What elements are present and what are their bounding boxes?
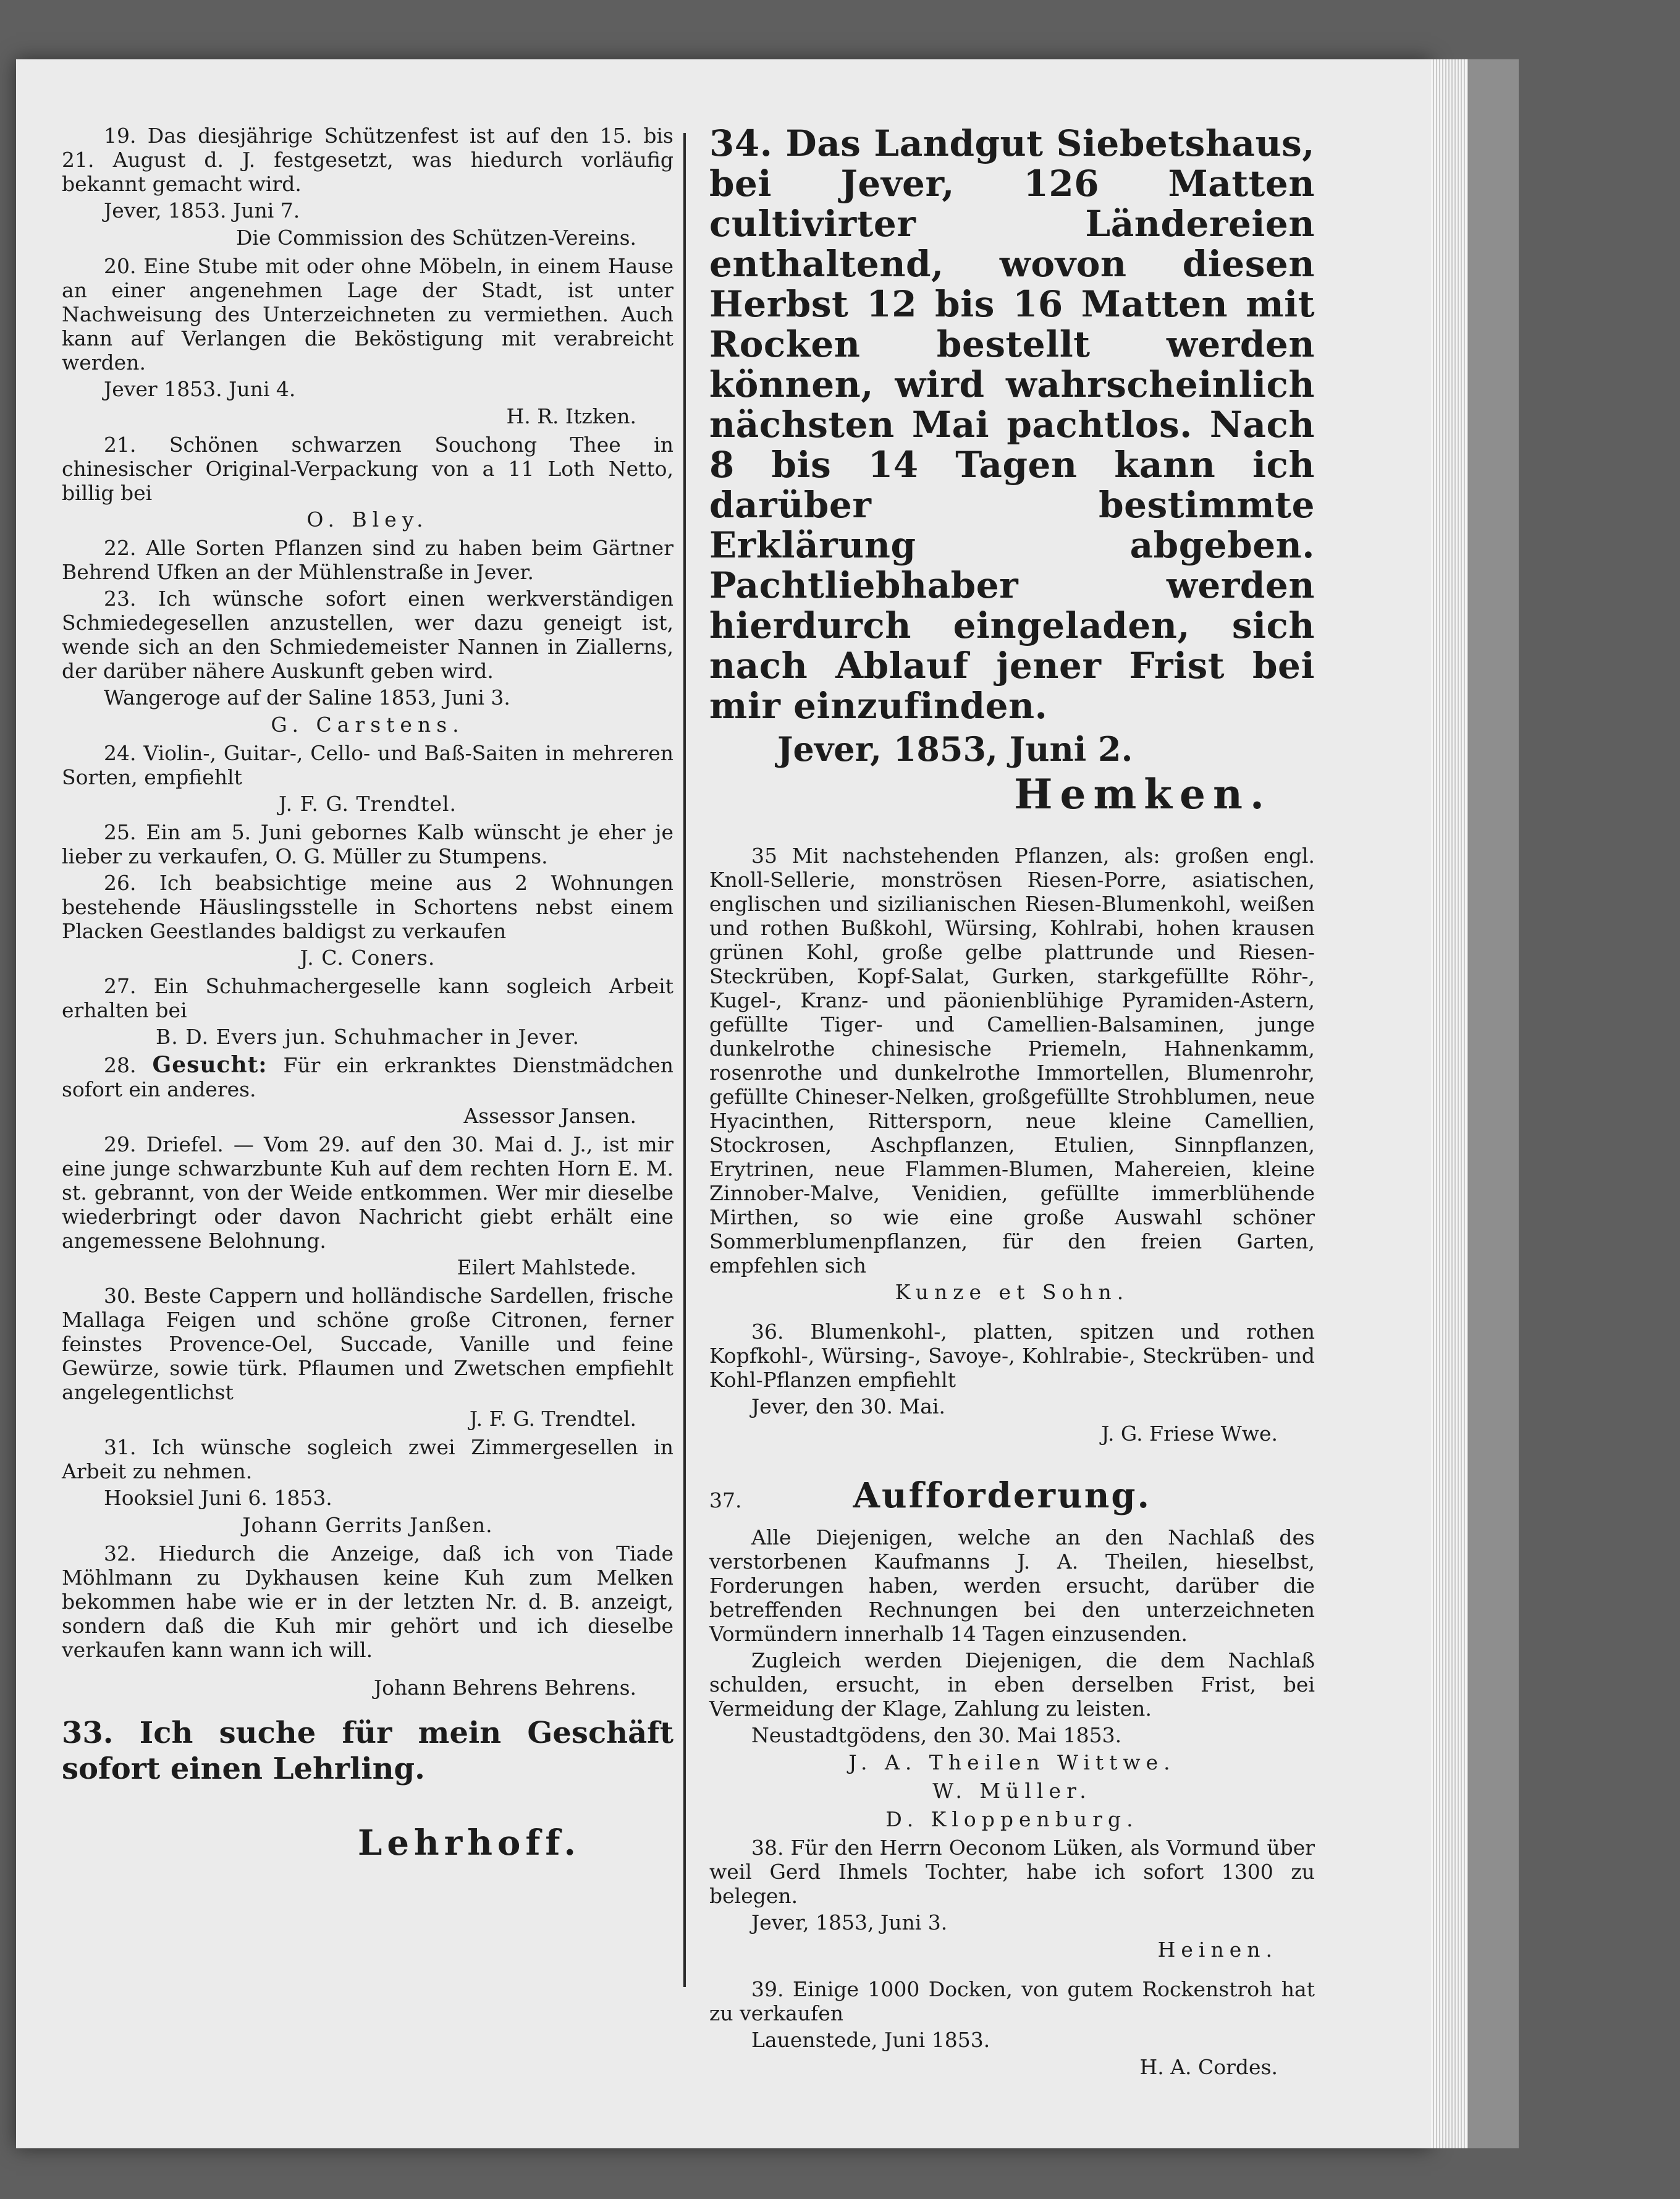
ad-signature-3: D. Kloppenburg. (885, 1807, 1139, 1831)
ad-35 (709, 844, 1315, 1305)
ad-25 (62, 820, 673, 868)
ad-21 (62, 433, 673, 532)
ad-text: 35 Mit nachstehenden Pflanzen, als: großen engl. Knoll-Sellerie, monströsen Riesen-Porre, asiatischen, englischen und sizilianischen Riesen-Blumenkohl, weißen und rothen Bußkohl, Würsing, Kohlrabi, hohen krausen grünen Kohl, große gelbe plattrunde und Riesen-Steckrüben, Kopf-Salat, Gurken, starkgefüllte Röhr-, Kugel-, Kranz- und päonienblühige Pyramiden-Astern, gefüllte Tiger- und Camellien-Balsaminen, junge dunkelrothe chinesische Priemeln, Hahnenkamm, rosenrothe und dunkelrothe Immortellen, Blumenrohr, gefüllte Chineser-Nelken, großgefüllte Strohblumen, neue Hyacinthen, Rittersporn, neue kleine Camellien, Stockrosen, Aschpflanzen, Etulien, Sinnpflanzen, Erytrinen, neue Flammen-Blumen, Mahereien, kleine Zinnober-Malve, Venidien, gefüllte immerblühende Mirthen, so wie eine große Auswahl schöner Sommerblumenpflanzen, für den freien Garten, empfehlen sich (709, 844, 1315, 1277)
ad-text: 24. Violin-, Guitar-, Cello- und Baß-Saiten in mehreren Sorten, empfiehlt (62, 741, 673, 789)
ad-heading: Gesucht: (152, 1052, 268, 1078)
ad-text (62, 1053, 673, 1101)
ad-text: 36. Blumenkohl-, platten, spitzen und rothen Kopfkohl-, Würsing-, Savoye-, Kohlrabie-, Steckrüben- und Kohl-Pflanzen empfiehlt (709, 1320, 1315, 1392)
ad-signature: Eilert Mahlstede. (457, 1255, 636, 1279)
ad-37 (709, 1471, 1315, 1832)
ad-date: Lauenstede, Juni 1853. (751, 2028, 990, 2052)
ad-text-2: Zugleich werden Diejenigen, die dem Nachlaß schulden, ersucht, in eben derselben Frist, bei Vermeidung der Klage, Zahlung zu leisten. (709, 1648, 1315, 1721)
ad-number: 37. (709, 1488, 742, 1512)
ad-signature: G. Carstens. (271, 713, 465, 737)
page-edges (1431, 59, 1468, 2148)
ad-29 (62, 1132, 673, 1280)
ad-signature: B. D. Evers jun. Schuhmacher in Jever. (156, 1025, 580, 1049)
ad-signature: Johann Behrens Behrens. (373, 1676, 636, 1700)
ad-text: 38. Für den Herrn Oeconom Lüken, als Vormund über weil Gerd Ihmels Tochter, habe ich sofort 1300 zu belegen. (709, 1836, 1315, 1908)
ad-39 (709, 1977, 1315, 2080)
ad-text: 34. Das Landgut Siebetshaus, bei Jever, 126 Matten cultivirter Ländereien enthaltend, wovon diesen Herbst 12 bis 16 Matten mit Rocken bestellt werden können, wird wahrscheinlich nächsten Mai pachtlos. Nach 8 bis 14 Tagen kann ich darüber bestimmte Erklärung abgeben. Pachtliebhaber werden hierdurch eingeladen, sich nach Ablauf jener Frist bei mir einzufinden. (709, 122, 1315, 727)
ad-text: 29. Driefel. — Vom 29. auf den 30. Mai d. J., ist mir eine junge schwarzbunte Kuh auf dem rechten Horn E. M. st. gebrannt, von der Weide entkommen. Wer mir dieselbe wiederbringt oder davon Nachricht giebt erhält eine angemessene Belohnung. (62, 1132, 673, 1253)
ad-text: 31. Ich wünsche sogleich zwei Zimmergesellen in Arbeit zu nehmen. (62, 1435, 673, 1483)
ad-title: Aufforderung. (853, 1475, 1152, 1516)
ad-signature: J. C. Coners. (300, 946, 436, 970)
ad-text: 26. Ich beabsichtige meine aus 2 Wohnungen bestehende Häuslingsstelle in Schortens nebst einem Placken Geestlandes baldigst zu verkaufen (62, 871, 673, 943)
ad-body: Für ein erkranktes Dienstmädchen sofort ein anderes. (62, 1053, 673, 1101)
ad-26 (62, 871, 673, 970)
book-cover-edge (1468, 59, 1519, 2148)
ad-signature: Lehrhoff. (358, 1823, 581, 1863)
ad-signature: H. A. Cordes. (1139, 2055, 1278, 2079)
left-column (62, 124, 673, 1899)
ad-text: 30. Beste Cappern und holländische Sardellen, frische Mallaga Feigen und schöne große Citronen, ferner feinstes Provence-Oel, Succade, Vanille und feine Gewürze, sowie türk. Pflaumen und Zwetschen empfiehlt angelegentlichst (62, 1284, 673, 1404)
ad-signature: Heinen. (1157, 1938, 1278, 1962)
ad-text: 39. Einige 1000 Docken, von gutem Rockenstroh hat zu verkaufen (709, 1977, 1315, 2025)
ad-signature: O. Bley. (306, 507, 429, 532)
ad-signature-2: W. Müller. (932, 1779, 1092, 1803)
ad-text: 20. Eine Stube mit oder ohne Möbeln, in einem Hause an einer angenehmen Lage der Stadt, ist unter Nachweisung des Unterzeichneten zu vermiethen. Auch kann auf Verlangen die Beköstigung mit verabreicht werden. (62, 254, 673, 375)
ad-text: 25. Ein am 5. Juni gebornes Kalb wünscht je eher je lieber zu verkaufen, O. G. Müller zu Stumpens. (62, 820, 673, 868)
ad-30 (62, 1284, 673, 1431)
ad-31 (62, 1435, 673, 1538)
ad-text: 19. Das diesjährige Schützenfest ist auf den 15. bis 21. August d. J. festgesetzt, was hiedurch vorläufig bekannt gemacht wird. (62, 124, 673, 196)
ad-19 (62, 124, 673, 250)
ad-33 (62, 1715, 673, 1865)
ad-signature-1: J. A. Theilen Wittwe. (848, 1750, 1176, 1774)
ad-signature: J. F. G. Trendtel. (278, 792, 457, 816)
ad-22 (62, 536, 673, 584)
right-column (709, 124, 1315, 2083)
ad-signature: Assessor Jansen. (463, 1104, 636, 1128)
ad-signature: J. G. Friese Wwe. (1101, 1422, 1278, 1446)
ad-signature: Hemken. (1014, 770, 1272, 818)
ad-date: Jever, 1853, Juni 3. (751, 1910, 948, 1934)
ad-text: 27. Ein Schuhmachergeselle kann sogleich Arbeit erhalten bei (62, 974, 673, 1022)
ad-date: Jever 1853. Juni 4. (104, 377, 296, 401)
ad-text: 21. Schönen schwarzen Souchong Thee in chinesischer Original-Verpackung von a 11 Loth Netto, billig bei (62, 433, 673, 505)
ad-number: 28. (104, 1053, 137, 1077)
ad-date: Hooksiel Juni 6. 1853. (104, 1486, 332, 1510)
ad-signature: H. R. Itzken. (506, 404, 636, 428)
ad-32 (62, 1541, 673, 1700)
column-divider (683, 133, 686, 1987)
ad-signature: Johann Gerrits Janßen. (242, 1513, 493, 1537)
ad-23 (62, 587, 673, 737)
ad-date: Jever, den 30. Mai. (751, 1394, 945, 1418)
ad-signature: J. F. G. Trendtel. (469, 1407, 636, 1431)
ad-38 (709, 1836, 1315, 1962)
ad-text: 32. Hiedurch die Anzeige, daß ich von Tiade Möhlmann zu Dykhausen keine Kuh zum Melken bekommen habe wie er in der letzten Nr. d. B. anzeigt, sondern daß die Kuh mir gehört und ich dieselbe verkaufen kann wann ich will. (62, 1541, 673, 1662)
ad-date: Wangeroge auf der Saline 1853, Juni 3. (104, 685, 510, 710)
ad-text: Alle Diejenigen, welche an den Nachlaß des verstorbenen Kaufmanns J. A. Theilen, hieselbst, Forderungen haben, werden ersucht, darüber die betreffenden Rechnungen bei den unterzeichneten Vormündern innerhalb 14 Tagen einzusenden. (709, 1525, 1315, 1646)
ad-24 (62, 741, 673, 816)
ad-text: 33. Ich suche für mein Geschäft sofort einen Lehrling. (62, 1716, 673, 1786)
ad-text: 23. Ich wünsche sofort einen werkverständigen Schmiedegesellen anzustellen, wer dazu geneigt ist, wende sich an den Schmiedemeister Nannen in Ziallerns, der darüber nähere Auskunft geben wird. (62, 587, 673, 683)
ad-27 (62, 974, 673, 1049)
ad-28 (62, 1053, 673, 1129)
ad-36 (709, 1320, 1315, 1446)
ad-text: 22. Alle Sorten Pflanzen sind zu haben beim Gärtner Behrend Ufken an der Mühlenstraße in Jever. (62, 536, 673, 584)
ad-34 (709, 124, 1315, 819)
ad-date: Jever, 1853, Juni 2. (777, 729, 1133, 769)
ad-date: Jever, 1853. Juni 7. (104, 198, 300, 222)
ad-signature: Die Commission des Schützen-Vereins. (235, 226, 636, 250)
ad-20 (62, 254, 673, 429)
ad-signature: Kunze et Sohn. (895, 1280, 1129, 1304)
ad-heading (709, 1471, 1315, 1525)
ad-date: Neustadtgödens, den 30. Mai 1853. (751, 1723, 1122, 1747)
